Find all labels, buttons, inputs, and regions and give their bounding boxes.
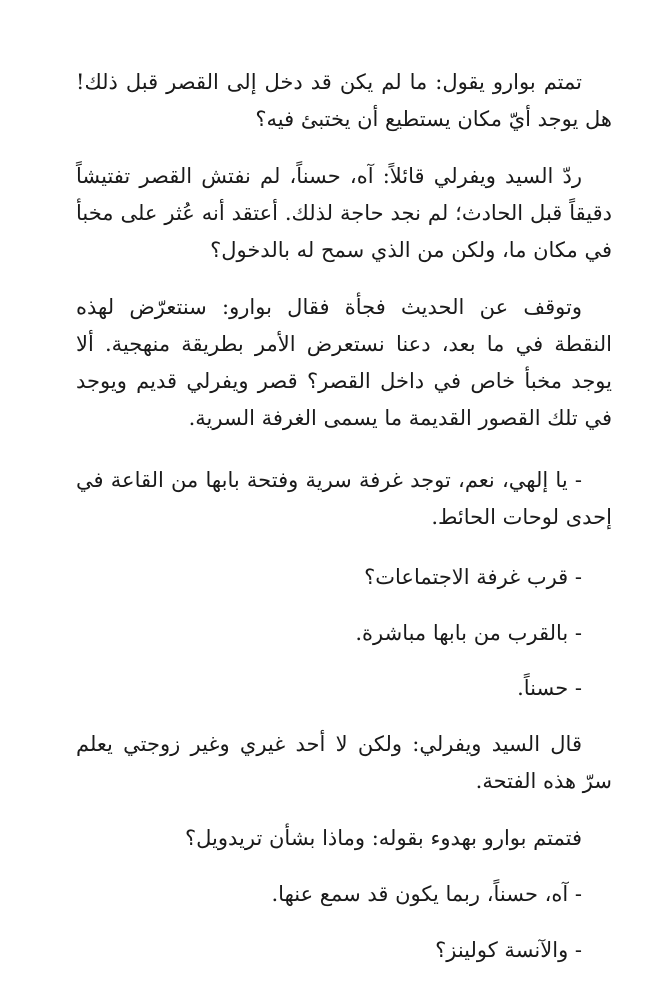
paragraph-5: فتمتم بوارو بهدوء بقوله: وماذا بشأن تريدويل؟ bbox=[184, 826, 582, 850]
paragraph-1: تمتم بوارو يقول: ما لم يكن قد دخل إلى القصر قبل ذلك! هل يوجد أيّ مكان يستطيع أن يختبئ فيه؟ bbox=[76, 70, 612, 131]
paragraph-2: ردّ السيد ويفرلي قائلاً: آه، حسناً، لم نفتش القصر تفتيشاً دقيقاً قبل الحادث؛ لم نجد حاجة لذلك. أعتقد أنه عُثر على مخبأ في مكان ما، ولكن من الذي سمح له بالدخول؟ bbox=[76, 164, 612, 262]
dialogue-line-4: - حسناً. bbox=[517, 676, 582, 700]
paragraph-4: قال السيد ويفرلي: ولكن لا أحد غيري وغير زوجتي يعلم سرّ هذه الفتحة. bbox=[76, 732, 612, 793]
dialogue-line-2: - قرب غرفة الاجتماعات؟ bbox=[364, 565, 582, 589]
dialogue-line-6: - والآنسة كولينز؟ bbox=[435, 938, 582, 962]
dialogue-line-5: - آه، حسناً، ربما يكون قد سمع عنها. bbox=[271, 882, 582, 906]
dialogue-line-3: - بالقرب من بابها مباشرة. bbox=[355, 621, 582, 645]
dialogue-line-1: - يا إلهي، نعم، توجد غرفة سرية وفتحة بابها من القاعة في إحدى لوحات الحائط. bbox=[76, 468, 612, 529]
paragraph-3: وتوقف عن الحديث فجأة فقال بوارو: سنتعرّض لهذه النقطة في ما بعد، دعنا نستعرض الأمر بطريقة منهجية. ألا يوجد مخبأ خاص في داخل القصر؟ قصر ويفرلي قديم ويوجد في تلك القصور القديمة ما يسمى الغرفة السرية. bbox=[76, 295, 612, 430]
